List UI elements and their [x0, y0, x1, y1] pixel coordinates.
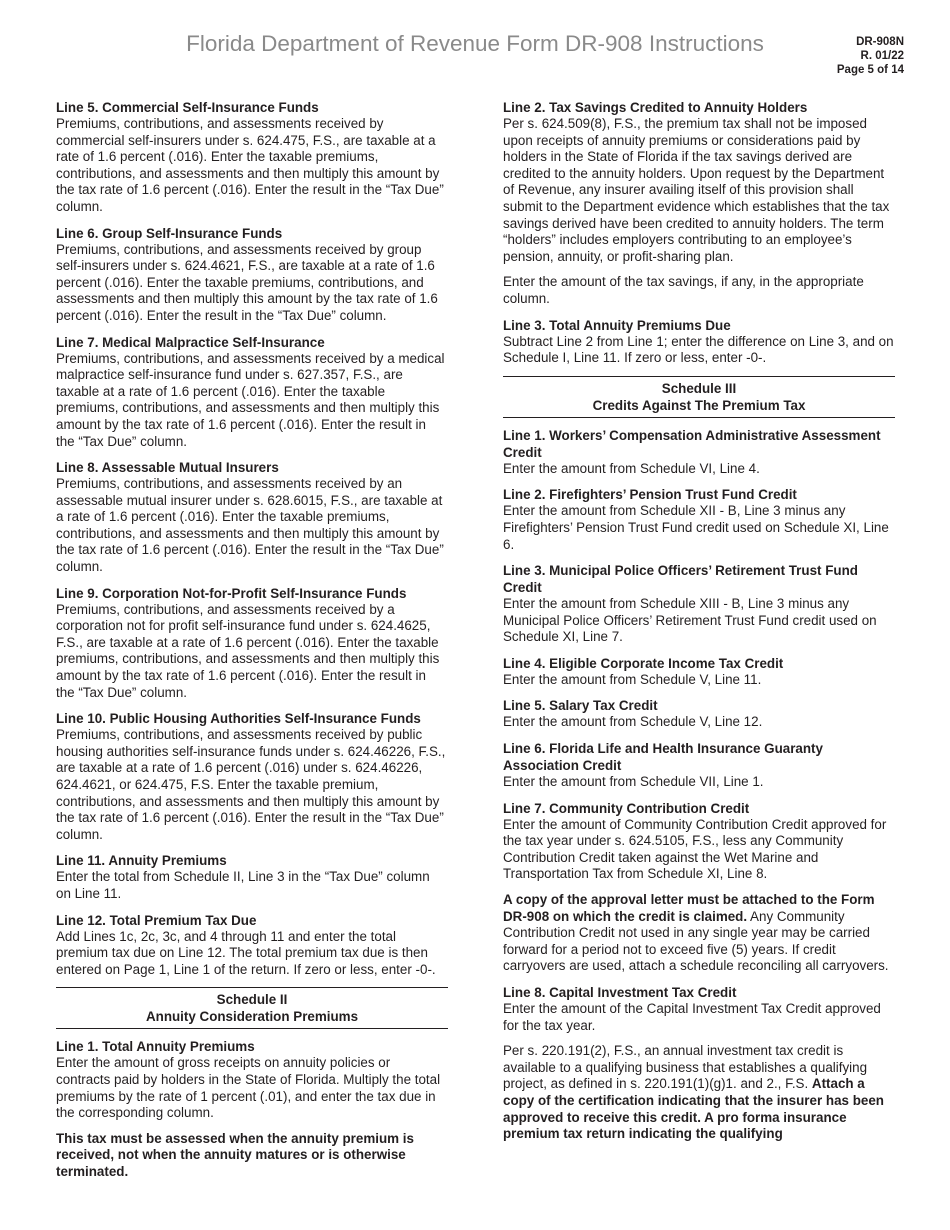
line5-heading: Line 5. Commercial Self-Insurance Funds	[56, 100, 319, 115]
s3-line7-body: Enter the amount of Community Contribution Credit approved for the tax year under s. 624.5105, F.S., less any Community Contribution Credit taken against the Wet Marine and Transportation Tax from Schedule XI, Line 8.	[503, 816, 887, 882]
s2-line2-section	[503, 99, 895, 308]
s3-line4-heading: Line 4. Eligible Corporate Income Tax Credit	[503, 655, 784, 671]
line6-body: Premiums, contributions, and assessments received by group self-insurers under s. 624.4621, F.S., are taxable at a rate of 1.6 percent (.016). Enter the taxable premiums, contributions, and assessments and then multiply this amount by the tax rate of 1.6 percent (.016). Enter the result in the “Tax Due” column.	[56, 241, 438, 323]
s3-line1-body: Enter the amount from Schedule VI, Line 4.	[503, 460, 760, 476]
s3-line6-heading: Line 6. Florida Life and Health Insurance Guaranty Association Credit	[503, 741, 823, 774]
s3-line2-section	[503, 486, 895, 553]
line10-body: Premiums, contributions, and assessments received by public housing authorities self-insurance funds under s. 624.46226, F.S., are taxable at a rate of 1.6 percent (.016) under s. 624.46226, 624.4621, or 624.475, F.S. Enter the taxable premium, contributions, and assessments and then multiply this amount by the tax rate of 1.6 percent (.016). Enter the result in the “Tax Due” column.	[56, 727, 446, 842]
s3-line3-section	[503, 562, 895, 646]
s2-line1-note: This tax must be assessed when the annuity premium is received, not when the annuity matures or is otherwise terminated.	[56, 1130, 414, 1179]
s2-line3-section	[503, 317, 895, 367]
page-number: Page 5 of 14	[836, 64, 904, 76]
page-title: Florida Department of Revenue Form DR-908 Instructions	[186, 31, 764, 56]
form-number: DR-908N	[856, 36, 904, 48]
s3-line8-section	[503, 984, 895, 1143]
form-revision: R. 01/22	[860, 50, 904, 62]
s2-line1-body: Enter the amount of gross receipts on annuity policies or contracts paid by holders in the State of Florida. Multiply the total premiums by the rate of 1 percent (.01), and enter the tax due in the corresponding column.	[56, 1055, 441, 1121]
s3-line7-heading: Line 7. Community Contribution Credit	[503, 800, 750, 816]
s3-line4-section	[503, 655, 895, 689]
line10-section	[56, 710, 448, 843]
s3-line5-heading: Line 5. Salary Tax Credit	[503, 698, 658, 714]
s3-line3-body: Enter the amount from Schedule XIII - B, Line 3 minus any Municipal Police Officers’ Retirement Trust Fund credit used on Schedule XI, Line 7.	[503, 596, 877, 645]
schedule-ii-subtitle: Annuity Consideration Premiums	[145, 1009, 359, 1025]
line11-section	[56, 852, 448, 902]
form-meta	[837, 35, 904, 77]
s2-line2-body2: Enter the amount of the tax savings, if any, in the appropriate column.	[503, 274, 864, 306]
s3-line8-body: Enter the amount of the Capital Investment Tax Credit approved for the tax year.	[503, 1001, 881, 1033]
line12-heading: Line 12. Total Premium Tax Due	[56, 912, 257, 928]
s3-line5-body: Enter the amount from Schedule V, Line 12.	[503, 714, 763, 730]
s3-line7-section	[503, 800, 895, 975]
s2-line1-heading: Line 1. Total Annuity Premiums	[56, 1039, 255, 1055]
schedule-iii-header	[503, 376, 895, 418]
s3-line2-body: Enter the amount from Schedule XII - B, Line 3 minus any Firefighters’ Pension Trust Fund credit used on Schedule XI, Line 6.	[503, 503, 889, 552]
s3-line6-section	[503, 740, 895, 791]
s3-line5-section	[503, 697, 895, 731]
line5-section	[56, 99, 448, 216]
line7-section	[56, 334, 448, 451]
right-column	[503, 99, 895, 1152]
s2-line1-section	[56, 1038, 448, 1180]
line10-heading: Line 10. Public Housing Authorities Self-Insurance Funds	[56, 711, 421, 727]
s2-line3-heading: Line 3. Total Annuity Premiums Due	[503, 317, 731, 333]
schedule-iii-title: Schedule III	[661, 380, 737, 396]
line7-body: Premiums, contributions, and assessments received by a medical malpractice self-insurance fund under s. 627.357, F.S., are taxable at a rate of 1.6 percent (.016). Enter the taxable premiums, contributions, and assessments and then multiply this amount by the tax rate of 1.6 percent (.016). Enter the result in the “Tax Due” column.	[56, 350, 445, 449]
line7-heading: Line 7. Medical Malpractice Self-Insurance	[56, 334, 325, 350]
s3-line2-heading: Line 2. Firefighters’ Pension Trust Fund Credit	[503, 487, 797, 503]
schedule-iii-subtitle: Credits Against The Premium Tax	[592, 397, 806, 413]
line6-section	[56, 225, 448, 325]
s2-line3-body: Subtract Line 2 from Line 1; enter the difference on Line 3, and on Schedule I, Line 11. If zero or less, enter -0-.	[503, 333, 894, 366]
line9-section	[56, 585, 448, 702]
s3-line7-note	[503, 892, 895, 975]
s3-line6-body: Enter the amount from Schedule VII, Line 1.	[503, 774, 764, 790]
s3-line8-para2-plain: Per s. 220.191(2), F.S., an annual investment tax credit is available to a qualifying business that establishes a qualifying project, as defined in s. 220.191(1)(g)1. and 2., F.S.	[503, 1043, 868, 1092]
line5-body: Premiums, contributions, and assessments received by commercial self-insurers under s. 624.475, F.S., are taxable at a rate of 1.6 percent (.016). Enter the taxable premiums, contributions, and assessments and then multiply this amount by the tax rate of 1.6 percent (.016). Enter the result in the “Tax Due” column.	[56, 116, 444, 214]
s2-line2-body: Per s. 624.509(8), F.S., the premium tax shall not be imposed upon receipts of annuity premiums or considerations paid by holders in the State of Florida if the tax savings derived are credited to the annuity holders. Upon request by the Department of Revenue, any insurer availing itself of this provision shall submit to the Department evidence which establishes that the tax savings derived have been credited to annuity holders. The term “holders” includes employers contributing to an employee’s pension, annuity, or profit-sharing plan.	[503, 116, 890, 264]
s2-line2-heading: Line 2. Tax Savings Credited to Annuity Holders	[503, 100, 808, 115]
s3-line4-body: Enter the amount from Schedule V, Line 11.	[503, 671, 762, 687]
line9-heading: Line 9. Corporation Not-for-Profit Self-Insurance Funds	[56, 585, 407, 601]
s3-line1-heading: Line 1. Workers’ Compensation Administrative Assessment Credit	[503, 427, 881, 460]
line8-heading: Line 8. Assessable Mutual Insurers	[56, 460, 279, 476]
line6-heading: Line 6. Group Self-Insurance Funds	[56, 225, 283, 241]
s3-line7-note-bold: A copy of the approval letter must be attached to the Form DR-908 on which the credit is claimed.	[503, 892, 875, 924]
s3-line8-para2-bold: Attach a copy of the certification indicating that the insurer has been approved to receive this credit. A pro forma insurance premium tax return indicating the qualifying	[503, 1076, 884, 1142]
line11-body: Enter the total from Schedule II, Line 3 in the “Tax Due” column on Line 11.	[56, 869, 430, 901]
line9-body: Premiums, contributions, and assessments received by a corporation not for profit self-insurance fund under s. 624.4625, F.S., are taxable at a rate of 1.6 percent (.016). Enter the taxable premiums, contributions, and assessments and then multiply this amount by the tax rate of 1.6 percent (.016). Enter the result in the “Tax Due” column.	[56, 601, 440, 700]
schedule-ii-title: Schedule II	[216, 992, 288, 1008]
s3-line3-heading: Line 3. Municipal Police Officers’ Retirement Trust Fund Credit	[503, 563, 858, 596]
line12-body: Add Lines 1c, 2c, 3c, and 4 through 11 and enter the total premium tax due on Line 12. The total premium tax due is then entered on Page 1, Line 1 of the return. If zero or less, enter -0-.	[56, 928, 436, 977]
s3-line8-heading: Line 8. Capital Investment Tax Credit	[503, 985, 737, 1000]
line8-section	[56, 459, 448, 576]
schedule-ii-header	[56, 987, 448, 1029]
s3-line8-para2	[503, 1043, 895, 1143]
s3-line1-section	[503, 427, 895, 478]
line12-section	[56, 912, 448, 979]
line8-body: Premiums, contributions, and assessments received by an assessable mutual insurer under s. 628.6015, F.S., are taxable at a rate of 1.6 percent (.016). Enter the taxable premiums, contributions, and assessments and then multiply this amount by the tax rate of 1.6 percent (.016). Enter the result in the “Tax Due” column.	[56, 476, 444, 575]
line11-heading: Line 11. Annuity Premiums	[56, 853, 227, 869]
left-column	[56, 99, 448, 1190]
s3-line7-note-rest: Any Community Contribution Credit not used in any single year may be carried forward for a period not to exceed five (5) years. If credit carryovers are used, attach a schedule reconciling all carryovers.	[503, 908, 889, 974]
